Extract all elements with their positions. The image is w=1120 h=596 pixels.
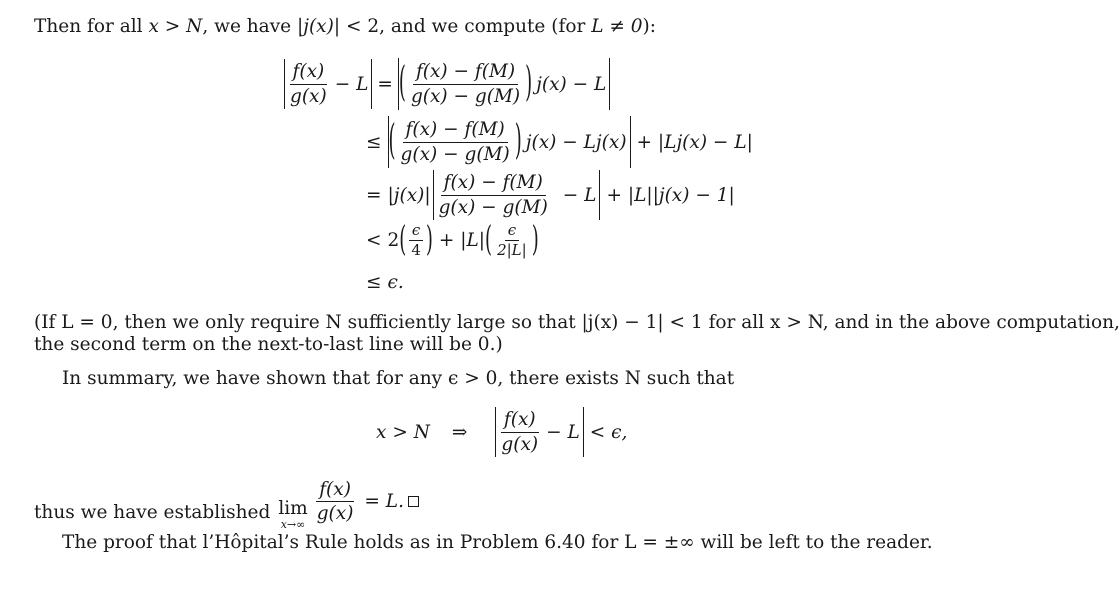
intro-text-4: ): [642,16,656,37]
remark-line-b: the second term on the next-to-last line will be 0.) [34,334,503,355]
relation-equals: = [377,73,393,95]
impl-cond: x > N [376,421,430,443]
eps-over-2L: $\frac{\epsilon}{2|L|}$ [497,221,527,260]
relation-lt: < [366,230,382,252]
relation-equals: = [366,184,382,206]
thus-text: thus we have established [34,502,271,523]
intro-math-3: L ≠ 0 [591,16,643,37]
row3-head: |j(x)| [387,184,431,206]
equation-row-1: $\frac{f(x)}{g(x)}$ − L = ( $\frac{f(x) - f(M)}{g(x) - g(M)}$ ) j(x) − L [284,58,610,110]
abs-bar [630,116,631,168]
row1-tail: j(x) − L [536,73,607,95]
row2-extra: + |Lj(x) − L| [636,131,753,153]
intro-line [34,16,656,37]
limit-operator: lim x→∞ [278,498,308,531]
abs-bar [583,407,584,457]
row4-plus: + |L| [438,230,486,252]
abs-bar [371,59,372,109]
minus-L: − L [334,73,369,95]
limit-fraction: $\frac{f(x)}{g(x)}$ [316,478,354,524]
diff-fraction: $\frac{f(x) - f(M)}{g(x) - g(M)}$ [410,61,521,107]
row5-eps: ϵ. [387,272,404,293]
remark-line-a: (If L = 0, then we only require N sufficiently large so that |j(x) − 1| < 1 for all x > N, and in the above computation, [34,312,1120,333]
eps-over-4: $\frac{\epsilon}{4}$ [408,222,424,260]
thus-result: = L. [364,491,404,512]
abs-bar [599,170,600,220]
impl-minus-L: − L [546,421,580,443]
implies-arrow: ⇒ [451,421,468,443]
final-line: The proof that l’Hôpital’s Rule holds as in Problem 6.40 for L = ±∞ will be left to the reader. [62,532,933,553]
equation-row-5 [366,272,404,293]
summary-line: In summary, we have shown that for any ϵ > 0, there exists N such that [62,368,735,389]
row3-extra: + |L||j(x) − 1| [606,184,735,206]
thus-line [34,472,419,531]
qed-box-icon [408,496,419,507]
equation-row-4: < 2 ( $\frac{\epsilon}{4}$ ) + |L| ( $\frac{\epsilon}{2|L|}$ ) [366,219,539,260]
impl-rhs: < ϵ, [589,421,628,443]
intro-text-3: < 2, and we compute (for [340,16,592,37]
intro-math-2: |j(x)| [297,16,341,37]
row4-two: 2 [387,230,400,252]
equation-row-2: ≤ ( $\frac{f(x) - f(M)}{g(x) - g(M)}$ ) j(x) − Lj(x) + |Lj(x) − L| [366,116,753,168]
diff-fraction: $\frac{f(x) - f(M)}{g(x) - g(M)}$ [400,119,510,165]
abs-bar [284,59,285,109]
impl-fraction: $\frac{f(x)}{g(x)}$ [501,409,539,455]
lhs-fraction: $\frac{f(x)}{g(x)}$ [290,61,327,107]
equation-row-3 [366,170,735,220]
diff-fraction: $\frac{f(x) - f(M)}{g(x) - g(M)}$ [438,172,548,218]
relation-le: ≤ [366,131,382,153]
abs-bar [495,407,496,457]
relation-le: ≤ [366,272,382,293]
intro-text-1: Then for all [34,16,149,37]
intro-text-2: , we have [202,16,297,37]
abs-bar [433,170,434,220]
implication-row [376,407,627,457]
minus-L: − L [562,184,597,206]
abs-bar [609,58,610,110]
row2-tail: j(x) − Lj(x) [525,131,627,153]
intro-math-1: x > N [148,16,203,37]
